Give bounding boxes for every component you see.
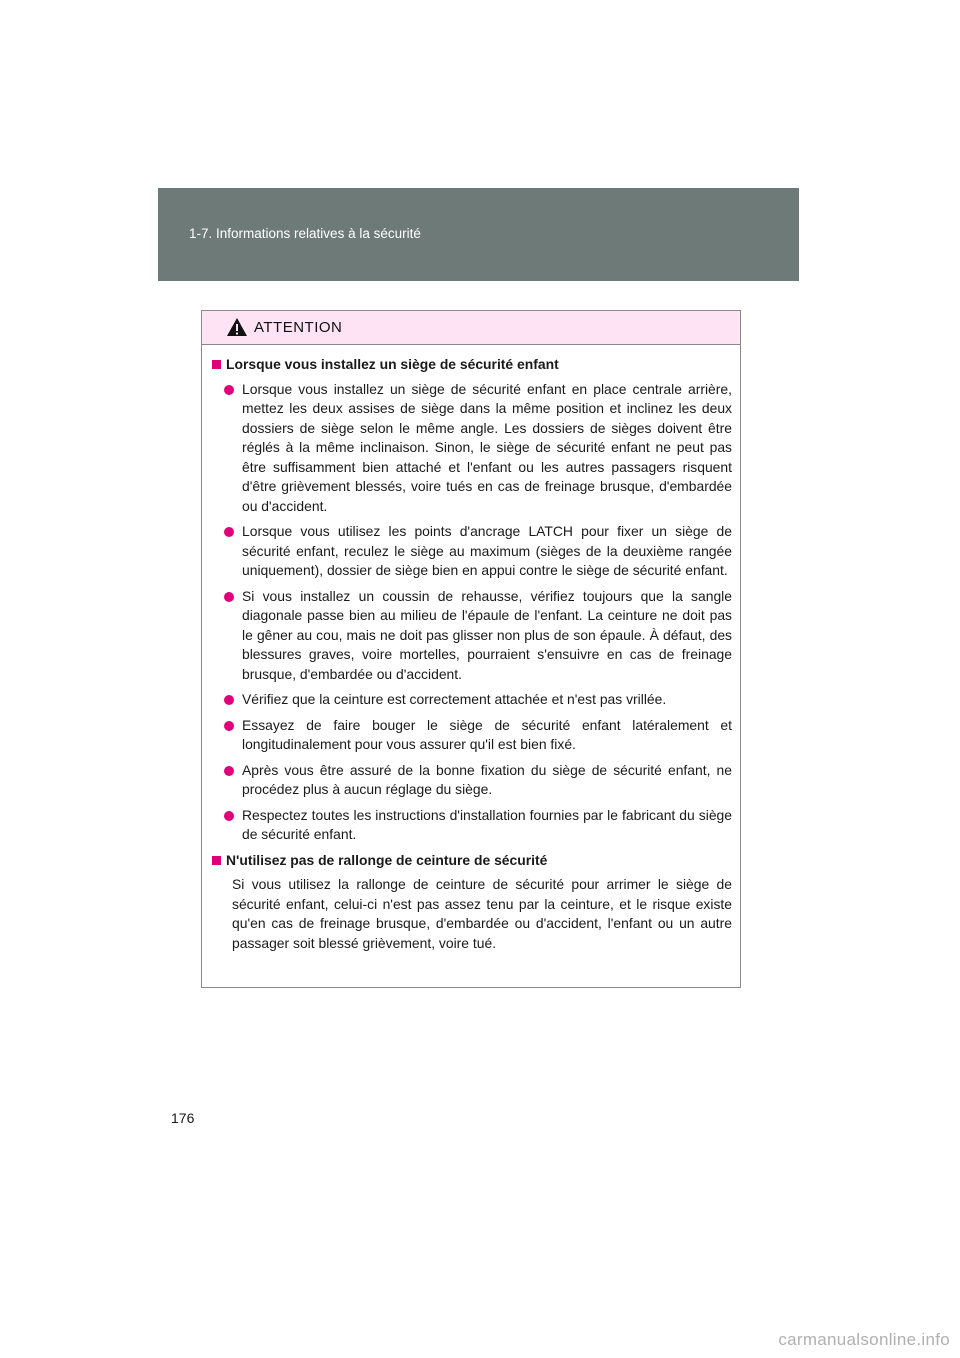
circle-bullet-icon	[224, 527, 234, 537]
square-bullet-icon	[212, 856, 221, 865]
warning-body	[202, 345, 740, 953]
warning-triangle-icon	[226, 317, 248, 337]
bullet-item	[212, 806, 732, 845]
section-heading-text: N'utilisez pas de rallonge de ceinture de sécurité	[226, 851, 548, 868]
warning-title: ATTENTION	[254, 319, 343, 336]
bullet-text: Vérifiez que la ceinture est correctement attachée et n'est pas vrillée.	[242, 691, 667, 707]
square-bullet-icon	[212, 360, 221, 369]
paragraph: Si vous utilisez la rallonge de ceinture de sécurité pour arrimer le siège de sécurité enfant, celui-ci n'est pas assez tenu par la ceinture, et le risque existe qu'en cas de freinage brusque, d'embardée ou d'accident, l'enfant ou un autre passager soit blessé grièvement, voire tué.	[232, 876, 732, 951]
bullet-item	[212, 380, 732, 517]
circle-bullet-icon	[224, 721, 234, 731]
section-heading	[212, 355, 732, 375]
bullet-item	[212, 587, 732, 685]
bullet-item	[212, 761, 732, 800]
bullet-text: Après vous être assuré de la bonne fixation du siège de sécurité enfant, ne procédez plus à aucun réglage du siège.	[242, 761, 732, 797]
circle-bullet-icon	[224, 695, 234, 705]
page-number: 176	[171, 1110, 195, 1126]
circle-bullet-icon	[224, 592, 234, 602]
circle-bullet-icon	[224, 811, 234, 821]
bullet-text: Si vous installez un coussin de rehausse, vérifiez toujours que la sangle diagonale passe bien au milieu de l'épaule de l'enfant. La ceinture ne doit pas le gêner au cou, mais ne doit pas glisser non plus de son épaule. À défaut, des blessures graves, voire mortelles, pourraient s'ensuivre en cas de freinage brusque, d'embardée ou d'accident.	[242, 587, 732, 682]
bullet-text: Respectez toutes les instructions d'installation fournies par le fabricant du siège de sécurité enfant.	[242, 806, 732, 842]
watermark: carmanualsonline.info	[778, 1330, 950, 1349]
bullet-item	[212, 522, 732, 581]
section-heading	[212, 851, 732, 871]
bullet-text: Lorsque vous utilisez les points d'ancrage LATCH pour fixer un siège de sécurité enfant, reculez le siège au maximum (sièges de la deuxième rangée uniquement), dossier de siège bien en appui contre le siège de sécurité enfant.	[242, 523, 732, 578]
section-heading-text: Lorsque vous installez un siège de sécurité enfant	[226, 356, 559, 372]
warning-box	[201, 310, 741, 988]
circle-bullet-icon	[224, 766, 234, 776]
bullet-item	[212, 690, 732, 710]
circle-bullet-icon	[224, 385, 234, 395]
section-header-band	[158, 188, 799, 281]
bullet-text: Essayez de faire bouger le siège de sécurité enfant latéralement et longitudinalement pour vous assurer qu'il est bien fixé.	[242, 716, 732, 752]
bullet-item	[212, 716, 732, 755]
warning-header	[202, 311, 740, 345]
section-title: 1-7. Informations relatives à la sécurité	[189, 226, 421, 241]
bullet-text: Lorsque vous installez un siège de sécurité enfant en place centrale arrière, mettez les deux assises de siège dans la même position et inclinez les deux dossiers de siège selon le même angle. Les dossiers de sièges doivent être réglés à la même inclinaison. Sinon, le siège de sécurité enfant ne peut pas être suffisamment bien attaché et l'enfant ou les autres passagers risquent d'être grièvement blessés, voire tués en cas de freinage brusque, d'embardée ou d'accident.	[242, 380, 732, 514]
